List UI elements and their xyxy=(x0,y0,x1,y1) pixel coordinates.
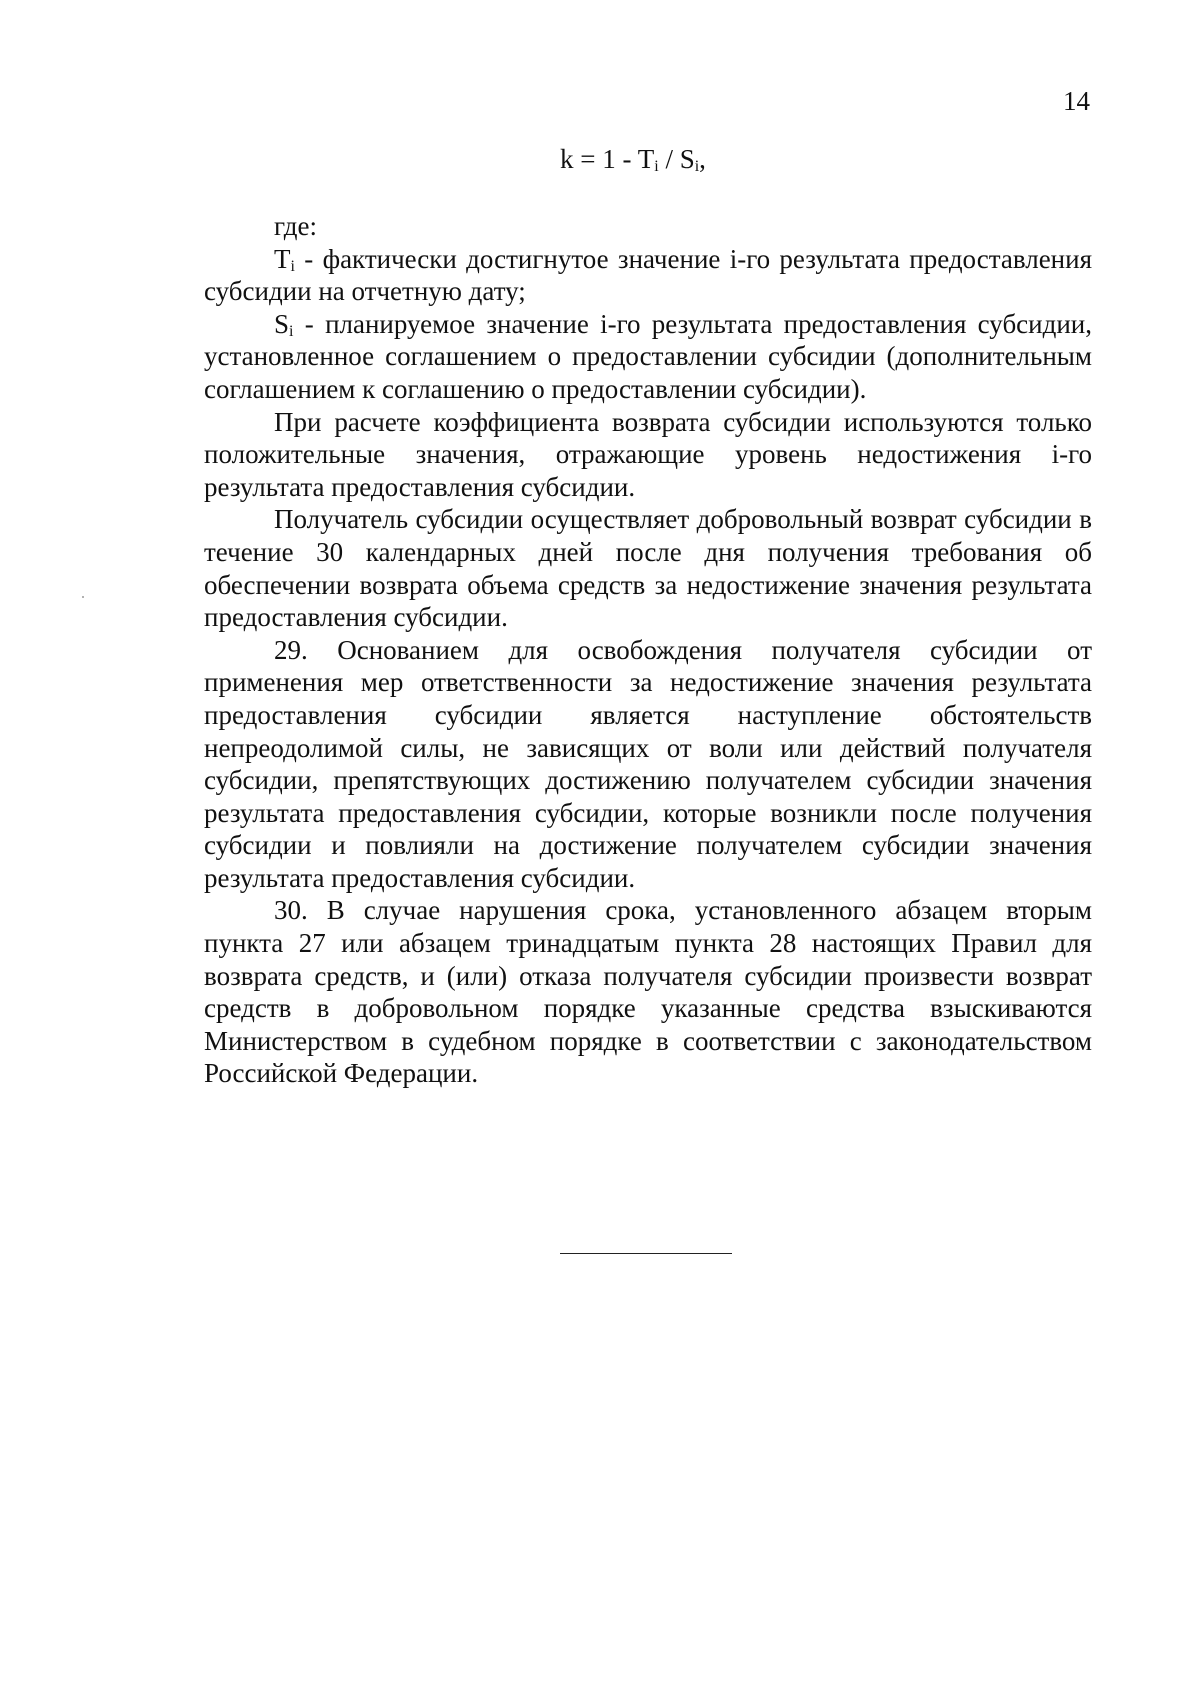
formula-tail: , xyxy=(699,144,706,174)
end-of-document-rule xyxy=(560,1253,732,1254)
paragraph-item-30: 30. В случае нарушения срока, установленного абзацем вторым пункта 27 или абзацем тринадцатым пункта 28 настоящих Правил для возврата средств, и (или) отказа получателя субсидии произвести возврат средств в добровольном порядке указанные средства взыскиваются Министерством в судебном порядке в соответствии с законодательством Российской Федерации. xyxy=(204,895,1092,1089)
definition-symbol: T xyxy=(274,243,291,274)
definition-t xyxy=(204,243,1092,308)
formula-lhs: k = 1 - T xyxy=(560,144,655,174)
formula xyxy=(560,143,706,175)
definition-subscript: i xyxy=(289,322,294,340)
formula-subscript-s: i xyxy=(694,158,700,175)
definition-text: - фактически достигнутое значение i-го результата предоставления субсидии на отчетную дату; xyxy=(204,243,1092,307)
formula-mid: / S xyxy=(658,144,695,174)
paragraph-item-29: 29. Основанием для освобождения получателя субсидии от применения мер ответственности за недостижение значения результата предоставления субсидии является наступление обстоятельств непреодолимой силы, не зависящих от воли или действий получателя субсидии, препятствующих достижению получателем субсидии значения результата предоставления субсидии, которые возникли после получения субсидии и повлияли на достижение получателем субсидии значения результата предоставления субсидии. xyxy=(204,634,1092,893)
definition-text: - планируемое значение i-го результата предоставления субсидии, установленное соглашением о предоставлении субсидии (дополнительным соглашением к соглашению о предоставлении субсидии). xyxy=(204,308,1092,404)
definition-subscript: i xyxy=(290,257,295,275)
definition-symbol: S xyxy=(274,308,290,339)
paragraph-positive-values: При расчете коэффициента возврата субсидии используются только положительные значения, отражающие уровень недостижения i-го результата предоставления субсидии. xyxy=(204,406,1092,502)
where-label: где: xyxy=(274,211,317,241)
page-number: 14 xyxy=(1063,86,1090,116)
definition-s xyxy=(204,308,1092,406)
paragraph-voluntary-return: Получатель субсидии осуществляет добровольный возврат субсидии в течение 30 календарных дней после дня получения требования об обеспечении возврата объема средств за недостижение значения результата предоставления субсидии. xyxy=(204,504,1092,633)
formula-subscript-t: i xyxy=(654,158,659,175)
document-body xyxy=(204,210,1092,1090)
scan-margin-mark xyxy=(82,596,84,598)
